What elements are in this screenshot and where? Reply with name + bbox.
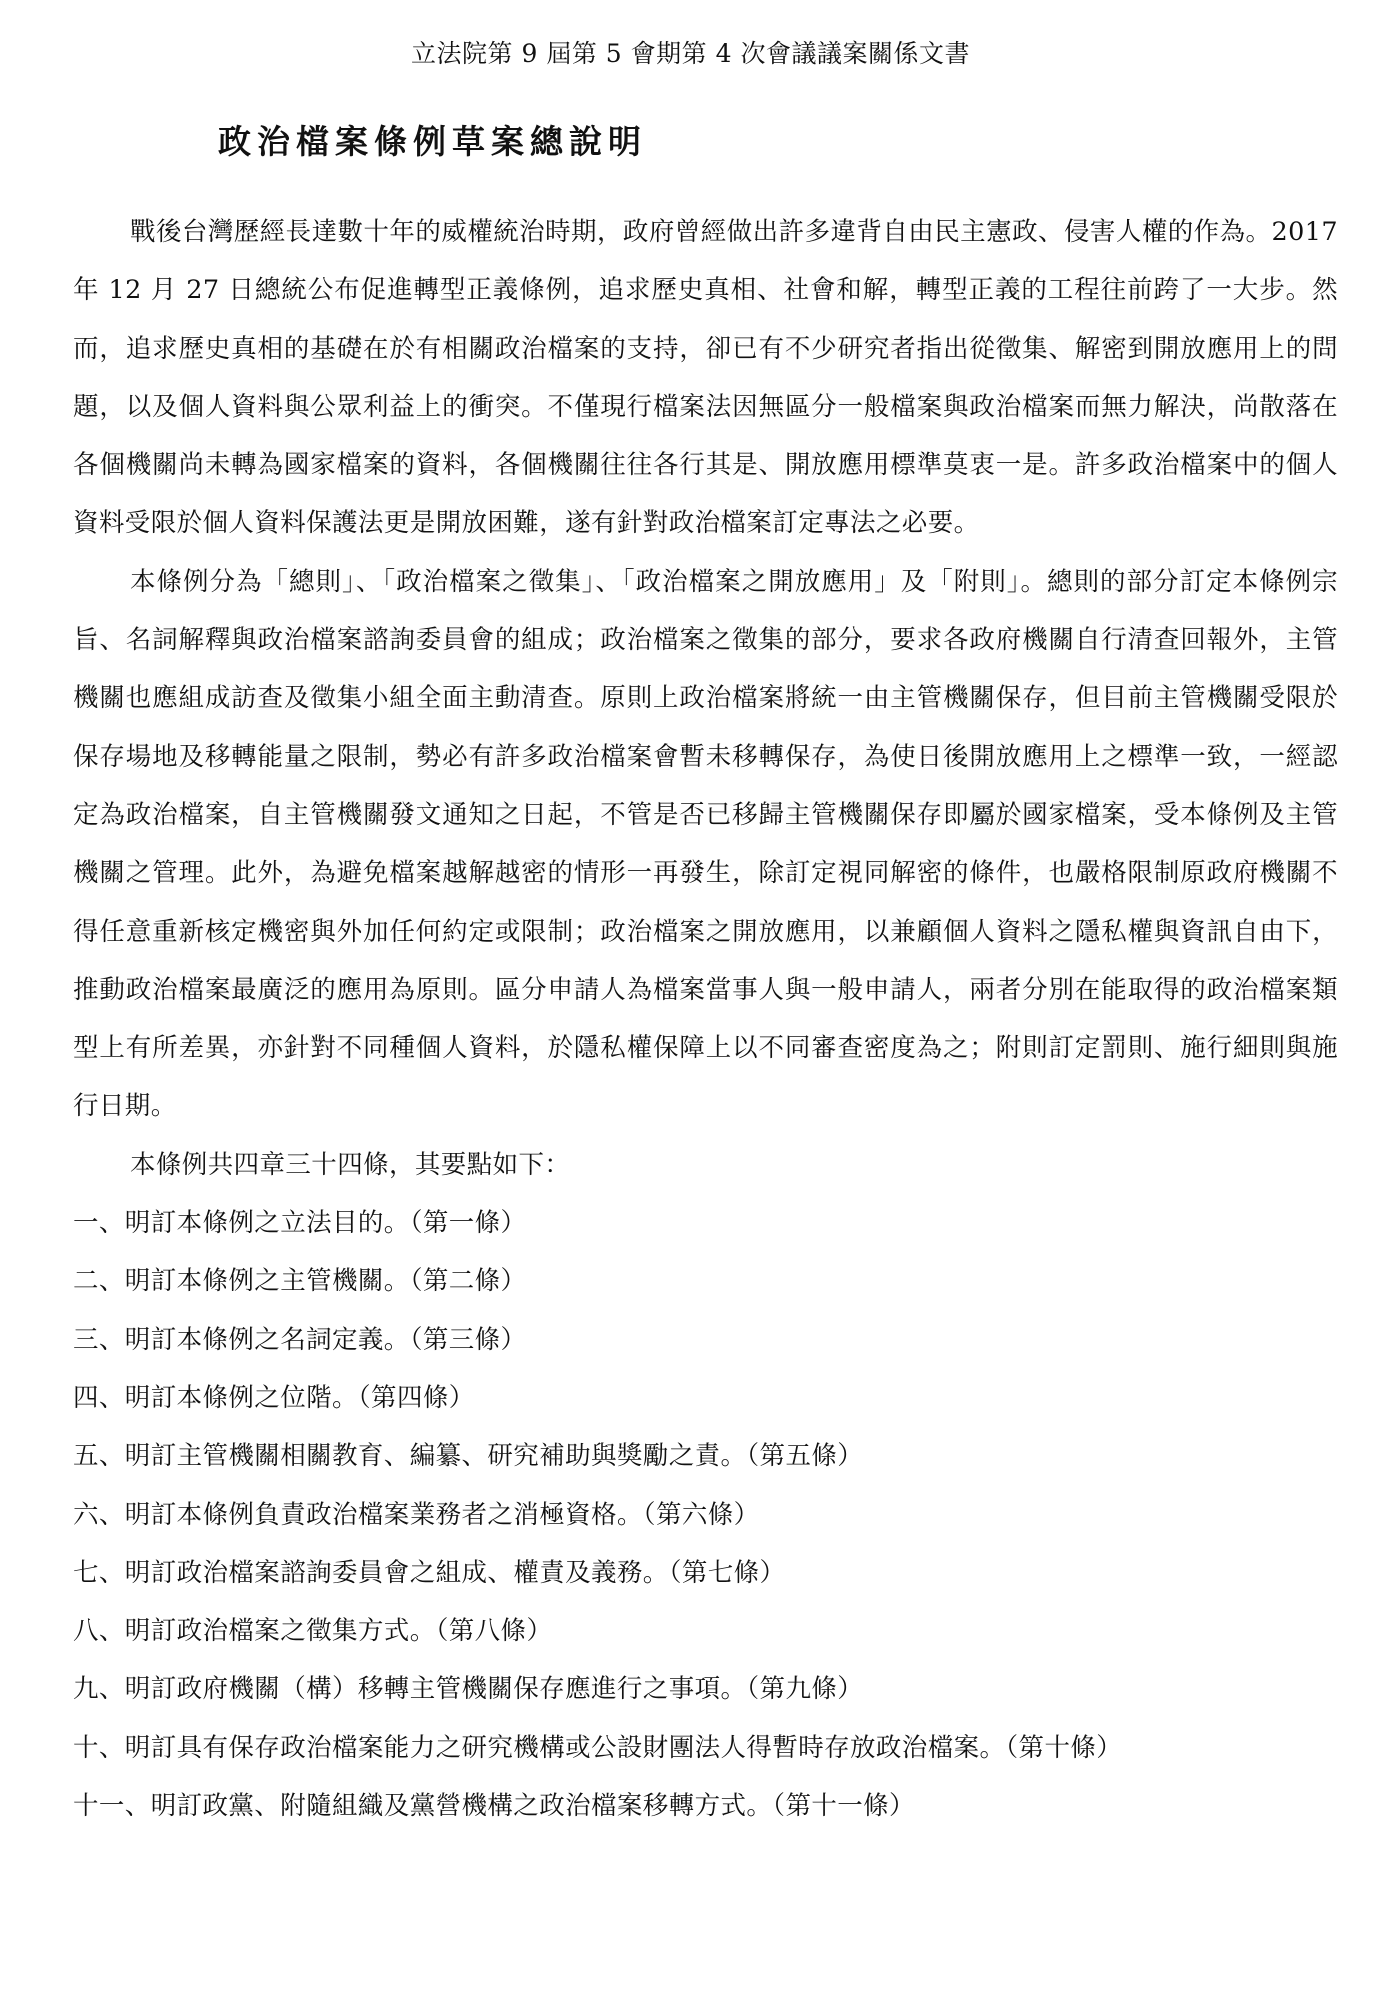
points-intro: 本條例共四章三十四條，其要點如下：	[130, 1149, 571, 1180]
paragraph-background: 戰後台灣歷經長達數十年的威權統治時期，政府曾經做出許多違背自由民主憲政、侵害人權的作為。2017 年 12 月 27 日總統公布促進轉型正義條例，追求歷史真相、社會和解，轉型正義的工程往前跨了一大步。然而，追求歷史真相的基礎在於有相關政治檔案的支持，卻已有不少研究者指出從徵集、解密到開放應用上的問題，以及個人資料與公眾利益上的衝突。不僅現行檔案法因無區分一般檔案與政治檔案而無力解決，尚散落在各個機關尚未轉為國家檔案的資料，各個機關往往各行其是、開放應用標準莫衷一是。許多政治檔案中的個人資料受限於個人資料保護法更是開放困難，遂有針對政治檔案訂定專法之必要。	[73, 217, 1338, 539]
list-item: 二、明訂本條例之主管機關。（第二條）	[73, 1266, 527, 1297]
document-body	[73, 203, 1338, 1835]
list-item: 九、明訂政府機關（構）移轉主管機關保存應進行之事項。（第九條）	[73, 1674, 864, 1705]
list-item: 八、明訂政治檔案之徵集方式。（第八條）	[73, 1616, 553, 1647]
key-points-list	[73, 1194, 1338, 1835]
list-item: 五、明訂主管機關相關教育、編纂、研究補助與獎勵之責。（第五條）	[73, 1441, 864, 1472]
paragraph-structure: 本條例分為「總則」、「政治檔案之徵集」、「政治檔案之開放應用」及「附則」。總則的部分訂定本條例宗旨、名詞解釋與政治檔案諮詢委員會的組成；政治檔案之徵集的部分，要求各政府機關自行清查回報外，主管機關也應組成訪查及徵集小組全面主動清查。原則上政治檔案將統一由主管機關保存，但目前主管機關受限於保存場地及移轉能量之限制，勢必有許多政治檔案會暫未移轉保存，為使日後開放應用上之標準一致，一經認定為政治檔案，自主管機關發文通知之日起，不管是否已移歸主管機關保存即屬於國家檔案，受本條例及主管機關之管理。此外，為避免檔案越解越密的情形一再發生，除訂定視同解密的條件，也嚴格限制原政府機關不得任意重新核定機密與外加任何約定或限制；政治檔案之開放應用，以兼顧個人資料之隱私權與資訊自由下，推動政治檔案最廣泛的應用為原則。區分申請人為檔案當事人與一般申請人，兩者分別在能取得的政治檔案類型上有所差異，亦針對不同種個人資料，於隱私權保障上以不同審查密度為之；附則訂定罰則、施行細則與施行日期。	[73, 566, 1338, 1122]
list-item: 三、明訂本條例之名詞定義。（第三條）	[73, 1324, 527, 1355]
list-item: 十、明訂具有保存政治檔案能力之研究機構或公設財團法人得暫時存放政治檔案。（第十條）	[73, 1732, 1123, 1763]
list-item: 七、明訂政治檔案諮詢委員會之組成、權責及義務。（第七條）	[73, 1557, 786, 1588]
page-header: 立法院第 9 屆第 5 會期第 4 次會議議案關係文書	[411, 39, 970, 68]
document-title: 政治檔案條例草案總說明	[218, 122, 647, 161]
list-item: 四、明訂本條例之位階。（第四條）	[73, 1382, 475, 1413]
list-item: 一、明訂本條例之立法目的。（第一條）	[73, 1208, 527, 1239]
list-item: 六、明訂本條例負責政治檔案業務者之消極資格。（第六條）	[73, 1499, 760, 1530]
list-item: 十一、明訂政黨、附隨組織及黨營機構之政治檔案移轉方式。（第十一條）	[73, 1791, 915, 1822]
